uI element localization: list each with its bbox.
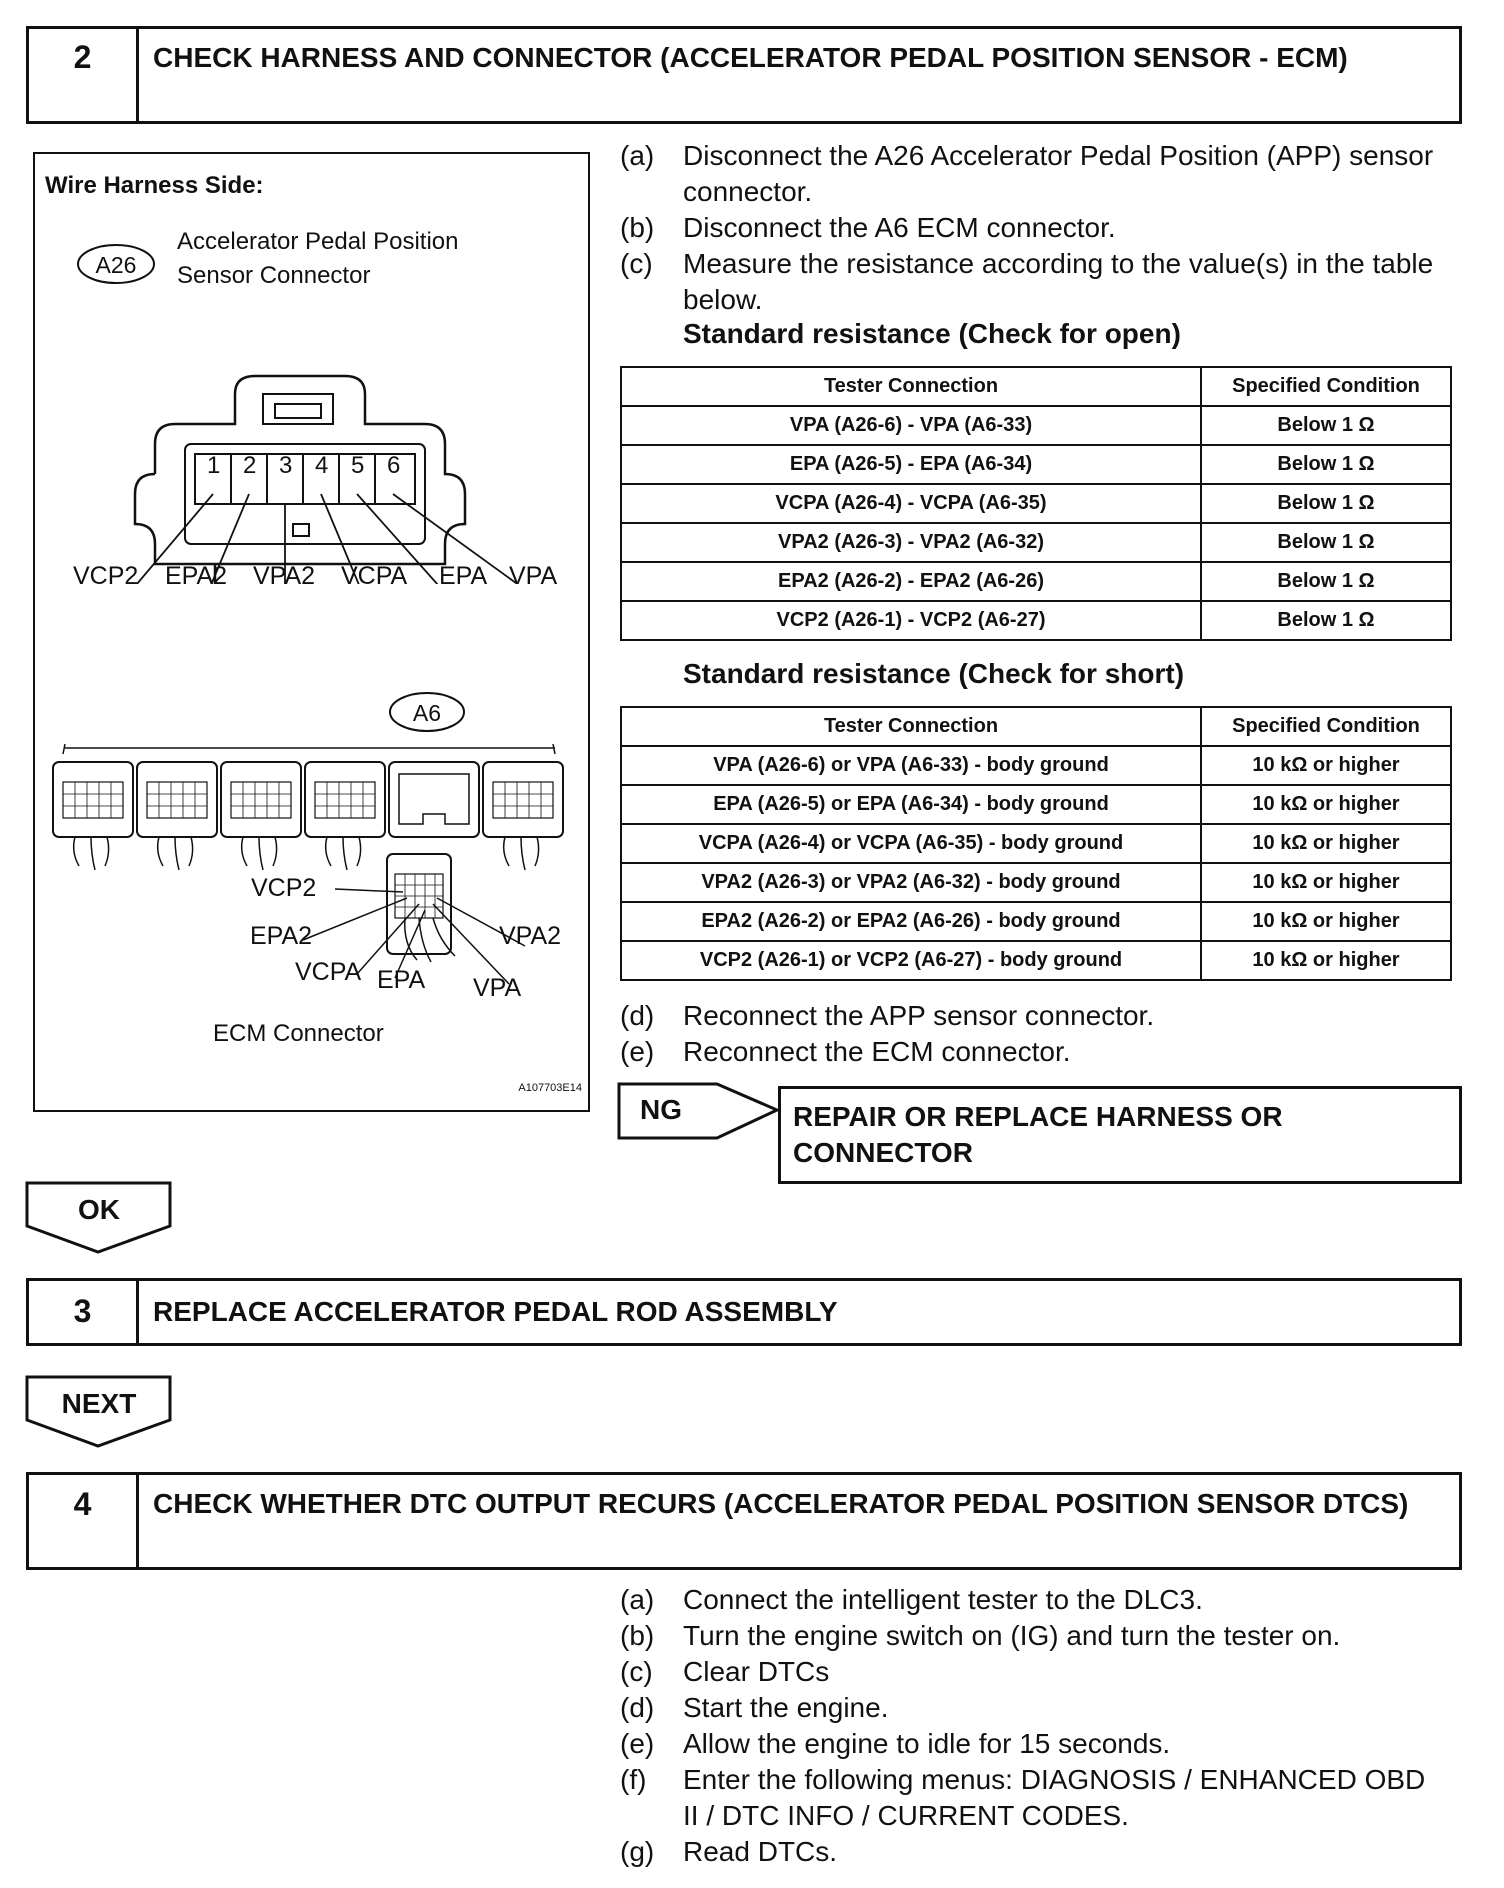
table-cell: VPA (A26-6) - VPA (A6-33): [621, 406, 1201, 445]
ecm-label-vpa2: VPA2: [499, 922, 562, 950]
step-title: CHECK WHETHER DTC OUTPUT RECURS (ACCELERATOR PEDAL POSITION SENSOR DTCS): [153, 1488, 1409, 1519]
pin-label-vcpa: VCPA: [341, 562, 408, 590]
table-row: [621, 824, 1451, 863]
table-row: [621, 562, 1451, 601]
instruction-text: Clear DTCs: [683, 1656, 830, 1687]
short-check-heading: Standard resistance (Check for short): [683, 658, 1185, 689]
pin-label-epa2: EPA2: [165, 562, 228, 590]
column-header: Tester Connection: [621, 707, 1201, 746]
pin-number: 5: [351, 452, 365, 479]
ng-label: NG: [640, 1094, 682, 1125]
instruction-item: [620, 1726, 1440, 1762]
instruction-text: Reconnect the APP sensor connector.: [683, 1000, 1155, 1031]
instruction-text: Allow the engine to idle for 15 seconds.: [683, 1728, 1171, 1759]
column-header: Specified Condition: [1201, 367, 1451, 406]
open-check-table: [620, 366, 1452, 641]
table-cell: 10 kΩ or higher: [1201, 902, 1451, 941]
table-cell: 10 kΩ or higher: [1201, 863, 1451, 902]
instruction-text: Reconnect the ECM connector.: [683, 1036, 1071, 1067]
figure-side-label: Wire Harness Side:: [45, 172, 264, 199]
pin-label-vpa: VPA: [509, 562, 558, 590]
table-cell: VCP2 (A26-1) or VCP2 (A6-27) - body ground: [621, 941, 1201, 980]
instruction-text: Connect the intelligent tester to the DLC3.: [683, 1584, 1203, 1615]
instruction-label: (c): [620, 248, 653, 279]
pin-number: 3: [279, 452, 293, 479]
table-cell: 10 kΩ or higher: [1201, 824, 1451, 863]
table-cell: VPA2 (A26-3) or VPA2 (A6-32) - body ground: [621, 863, 1201, 902]
table-header-row: [621, 367, 1451, 406]
instruction-label: (b): [620, 212, 655, 243]
pin-label-epa: EPA: [439, 562, 488, 590]
instruction-label: (a): [620, 1584, 655, 1615]
instruction-item: [620, 1618, 1440, 1654]
instruction-item: [620, 998, 1440, 1034]
step-3-header: [26, 1278, 1462, 1346]
step-2-instructions: [620, 138, 1440, 318]
step-title: CHECK HARNESS AND CONNECTOR (ACCELERATOR PEDAL POSITION SENSOR - ECM): [153, 42, 1348, 73]
instruction-label: (d): [620, 1000, 655, 1031]
figure-id: A107703E14: [518, 1082, 582, 1094]
instruction-text: Enter the following menus: DIAGNOSIS / ENHANCED OBD II / DTC INFO / CURRENT CODES.: [683, 1764, 1426, 1831]
instruction-text: Start the engine.: [683, 1692, 889, 1723]
wiring-figure: [33, 152, 590, 1112]
step-number: 4: [29, 1475, 139, 1567]
instruction-label: (d): [620, 1692, 655, 1723]
table-row: [621, 863, 1451, 902]
instruction-label: (a): [620, 140, 655, 171]
table-row: [621, 523, 1451, 562]
table-row: [621, 406, 1451, 445]
instruction-text: Disconnect the A6 ECM connector.: [683, 212, 1116, 243]
instruction-label: (g): [620, 1836, 655, 1867]
step-2-header: [26, 26, 1462, 124]
ecm-label-epa2: EPA2: [250, 922, 313, 950]
pin-number: 2: [243, 452, 257, 479]
table-cell: VPA2 (A26-3) - VPA2 (A6-32): [621, 523, 1201, 562]
table-cell: Below 1 Ω: [1201, 406, 1451, 445]
ecm-label-vpa: VPA: [473, 974, 522, 1002]
instruction-item: [620, 1654, 1440, 1690]
table-cell: 10 kΩ or higher: [1201, 941, 1451, 980]
table-cell: EPA2 (A26-2) or EPA2 (A6-26) - body ground: [621, 902, 1201, 941]
table-cell: Below 1 Ω: [1201, 484, 1451, 523]
table-cell: VCPA (A26-4) or VCPA (A6-35) - body ground: [621, 824, 1201, 863]
instruction-text: Turn the engine switch on (IG) and turn the tester on.: [683, 1620, 1341, 1651]
table-cell: Below 1 Ω: [1201, 601, 1451, 640]
table-cell: VCPA (A26-4) - VCPA (A6-35): [621, 484, 1201, 523]
instruction-item: [620, 138, 1440, 210]
table-cell: EPA (A26-5) or EPA (A6-34) - body ground: [621, 785, 1201, 824]
a26-description-line-2: Sensor Connector: [177, 262, 371, 289]
table-cell: Below 1 Ω: [1201, 523, 1451, 562]
short-check-table: [620, 706, 1452, 981]
instruction-item: [620, 246, 1440, 318]
ecm-label-vcpa: VCPA: [295, 958, 362, 986]
step-2-after-instructions: [620, 998, 1440, 1070]
column-header: Tester Connection: [621, 367, 1201, 406]
pin-number: 6: [387, 452, 401, 479]
ecm-label-vcp2: VCP2: [251, 874, 317, 902]
table-cell: Below 1 Ω: [1201, 562, 1451, 601]
instruction-text: Read DTCs.: [683, 1836, 838, 1867]
instruction-label: (b): [620, 1620, 655, 1651]
table-row: [621, 941, 1451, 980]
instruction-item: [620, 1834, 1440, 1870]
instruction-text: Disconnect the A26 Accelerator Pedal Position (APP) sensor connector.: [683, 140, 1434, 207]
table-row: [621, 746, 1451, 785]
step-title: REPLACE ACCELERATOR PEDAL ROD ASSEMBLY: [153, 1296, 838, 1327]
pin-number: 1: [207, 452, 221, 479]
instruction-item: [620, 1582, 1440, 1618]
ecm-label-epa: EPA: [377, 966, 426, 994]
next-label: NEXT: [61, 1388, 137, 1419]
instruction-label: (c): [620, 1656, 653, 1687]
table-row: [621, 484, 1451, 523]
pin-number: 4: [315, 452, 329, 479]
instruction-label: (f): [620, 1764, 647, 1795]
table-cell: VPA (A26-6) or VPA (A6-33) - body ground: [621, 746, 1201, 785]
step-number: 3: [29, 1281, 139, 1343]
instruction-label: (e): [620, 1036, 655, 1067]
table-row: [621, 785, 1451, 824]
ecm-connector-drawing: [35, 734, 588, 994]
instruction-item: [620, 210, 1440, 246]
instruction-item: [620, 1762, 1440, 1834]
instruction-item: [620, 1690, 1440, 1726]
instruction-item: [620, 1034, 1440, 1070]
step-4-header: [26, 1472, 1462, 1570]
table-cell: EPA2 (A26-2) - EPA2 (A6-26): [621, 562, 1201, 601]
ng-result-box: REPAIR OR REPLACE HARNESS OR CONNECTOR: [778, 1086, 1462, 1184]
a26-connector-drawing: [35, 354, 588, 584]
column-header: Specified Condition: [1201, 707, 1451, 746]
table-row: [621, 601, 1451, 640]
a26-tag: A26: [95, 252, 137, 278]
table-cell: VCP2 (A26-1) - VCP2 (A6-27): [621, 601, 1201, 640]
a6-tag: A6: [412, 700, 442, 726]
table-cell: Below 1 Ω: [1201, 445, 1451, 484]
table-cell: 10 kΩ or higher: [1201, 785, 1451, 824]
instruction-label: (e): [620, 1728, 655, 1759]
step-number: 2: [29, 29, 139, 121]
table-row: [621, 902, 1451, 941]
table-header-row: [621, 707, 1451, 746]
a26-description-line-1: Accelerator Pedal Position: [177, 228, 459, 255]
open-check-heading: Standard resistance (Check for open): [683, 318, 1181, 349]
table-cell: 10 kΩ or higher: [1201, 746, 1451, 785]
table-cell: EPA (A26-5) - EPA (A6-34): [621, 445, 1201, 484]
instruction-text: Measure the resistance according to the value(s) in the table below.: [683, 248, 1434, 315]
pin-label-vpa2: VPA2: [253, 562, 316, 590]
ecm-caption: ECM Connector: [213, 1020, 384, 1047]
ok-label: OK: [78, 1194, 120, 1225]
step-4-instructions: [620, 1582, 1440, 1870]
pin-label-vcp2: VCP2: [73, 562, 139, 590]
table-row: [621, 445, 1451, 484]
